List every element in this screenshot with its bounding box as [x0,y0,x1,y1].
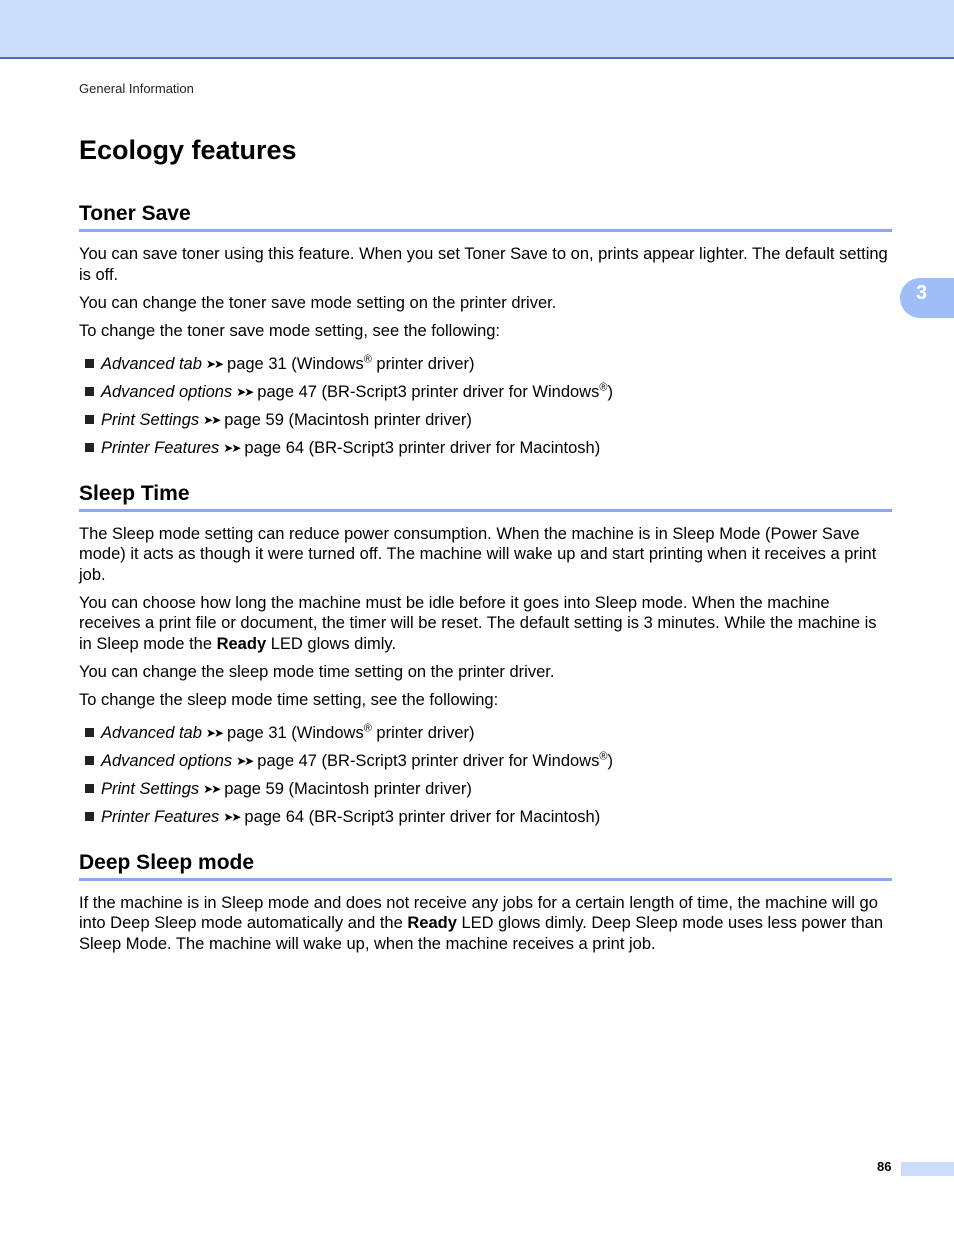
double-arrow-icon: ➤➤ [205,356,223,371]
header-band [0,0,954,59]
chapter-number: 3 [916,282,928,304]
list-item [85,430,892,458]
page-reference-link[interactable]: page 64 (BR-Script3 printer driver for Macintosh) [244,807,601,826]
reference-label: Advanced options [101,751,233,770]
square-bullet-icon [85,387,94,396]
list-item [85,799,892,827]
sleep-time-reference-list [79,718,892,827]
double-arrow-icon: ➤➤ [203,781,220,796]
text-run: LED glows dimly. Deep Sleep mode uses less power than Sleep Mode. The machine will wake up, when the machine receives a print job. [79,914,884,953]
deep-sleep-section [79,849,892,955]
reference-tail: printer driver) [371,354,475,373]
footer-band [901,1162,954,1176]
sleep-time-paragraph: To change the sleep mode time setting, see the following: [79,690,499,709]
square-bullet-icon [85,812,94,821]
list-item [85,718,892,743]
sleep-time-heading: Sleep Time [79,480,892,512]
list-item [85,743,892,771]
page-reference-link[interactable]: page 31 (Windows [227,723,364,742]
toner-save-reference-list [79,349,892,458]
reference-tail: ) [607,382,613,401]
square-bullet-icon [85,728,94,737]
sleep-time-paragraph [79,593,892,655]
reference-tail: printer driver) [371,723,475,742]
reference-label: Advanced tab [101,723,202,742]
running-header: General Information [79,81,194,96]
page-reference-link[interactable]: page 31 (Windows [227,354,364,373]
text-run: You can choose how long the machine must be idle before it goes into Sleep mode. When the machine receives a print file or document, the timer will be reset. The default setting is 3 minutes. While the machine is in Sleep mode the [79,593,877,653]
reference-label: Print Settings [101,779,200,798]
square-bullet-icon [85,756,94,765]
list-item [85,402,892,430]
list-item [85,374,892,402]
reference-label: Printer Features [101,438,220,457]
page-reference-link[interactable]: page 59 (Macintosh printer driver) [224,779,472,798]
double-arrow-icon: ➤➤ [203,412,220,427]
square-bullet-icon [85,443,94,452]
toner-save-section [79,200,892,458]
sleep-time-paragraph: The Sleep mode setting can reduce power consumption. When the machine is in Sleep Mode (Power Save mode) it acts as though it were turned off. The machine will wake up and start printing when it receives a print job. [79,524,877,584]
double-arrow-icon: ➤➤ [223,440,240,455]
page-content [79,130,892,976]
square-bullet-icon [85,415,94,424]
double-arrow-icon: ➤➤ [223,809,240,824]
deep-sleep-paragraph [79,893,892,955]
toner-save-heading: Toner Save [79,200,892,232]
deep-sleep-heading: Deep Sleep mode [79,849,892,881]
registered-mark: ® [599,381,608,393]
page-reference-link[interactable]: page 59 (Macintosh printer driver) [224,410,472,429]
reference-label: Print Settings [101,410,200,429]
square-bullet-icon [85,784,94,793]
reference-tail: ) [607,751,613,770]
page-title: Ecology features [79,135,297,165]
toner-save-paragraph: To change the toner save mode setting, see the following: [79,321,501,340]
sleep-time-section [79,480,892,827]
chapter-tab [900,278,954,318]
list-item [85,349,892,374]
reference-label: Printer Features [101,807,220,826]
reference-label: Advanced tab [101,354,202,373]
toner-save-paragraph: You can change the toner save mode setting on the printer driver. [79,293,557,312]
registered-mark: ® [599,750,608,762]
registered-mark: ® [363,353,372,365]
sleep-time-paragraph: You can change the sleep mode time setting on the printer driver. [79,662,555,681]
ready-led-label: Ready [216,634,267,653]
double-arrow-icon: ➤➤ [236,753,253,768]
reference-label: Advanced options [101,382,233,401]
double-arrow-icon: ➤➤ [205,725,223,740]
text-run: LED glows dimly. [266,634,397,653]
text-run: If the machine is in Sleep mode and does not receive any jobs for a certain length of time, the machine will go into Deep Sleep mode automatically and the [79,893,878,932]
page-reference-link[interactable]: page 64 (BR-Script3 printer driver for Macintosh) [244,438,601,457]
page-number: 86 [877,1159,892,1174]
page-reference-link[interactable]: page 47 (BR-Script3 printer driver for Windows [257,751,600,770]
registered-mark: ® [363,722,372,734]
toner-save-paragraph: You can save toner using this feature. When you set Toner Save to on, prints appear lighter. The default setting is off. [79,245,888,284]
ready-led-label: Ready [407,914,457,932]
page-reference-link[interactable]: page 47 (BR-Script3 printer driver for Windows [257,382,600,401]
list-item [85,771,892,799]
double-arrow-icon: ➤➤ [236,384,253,399]
square-bullet-icon [85,359,94,368]
